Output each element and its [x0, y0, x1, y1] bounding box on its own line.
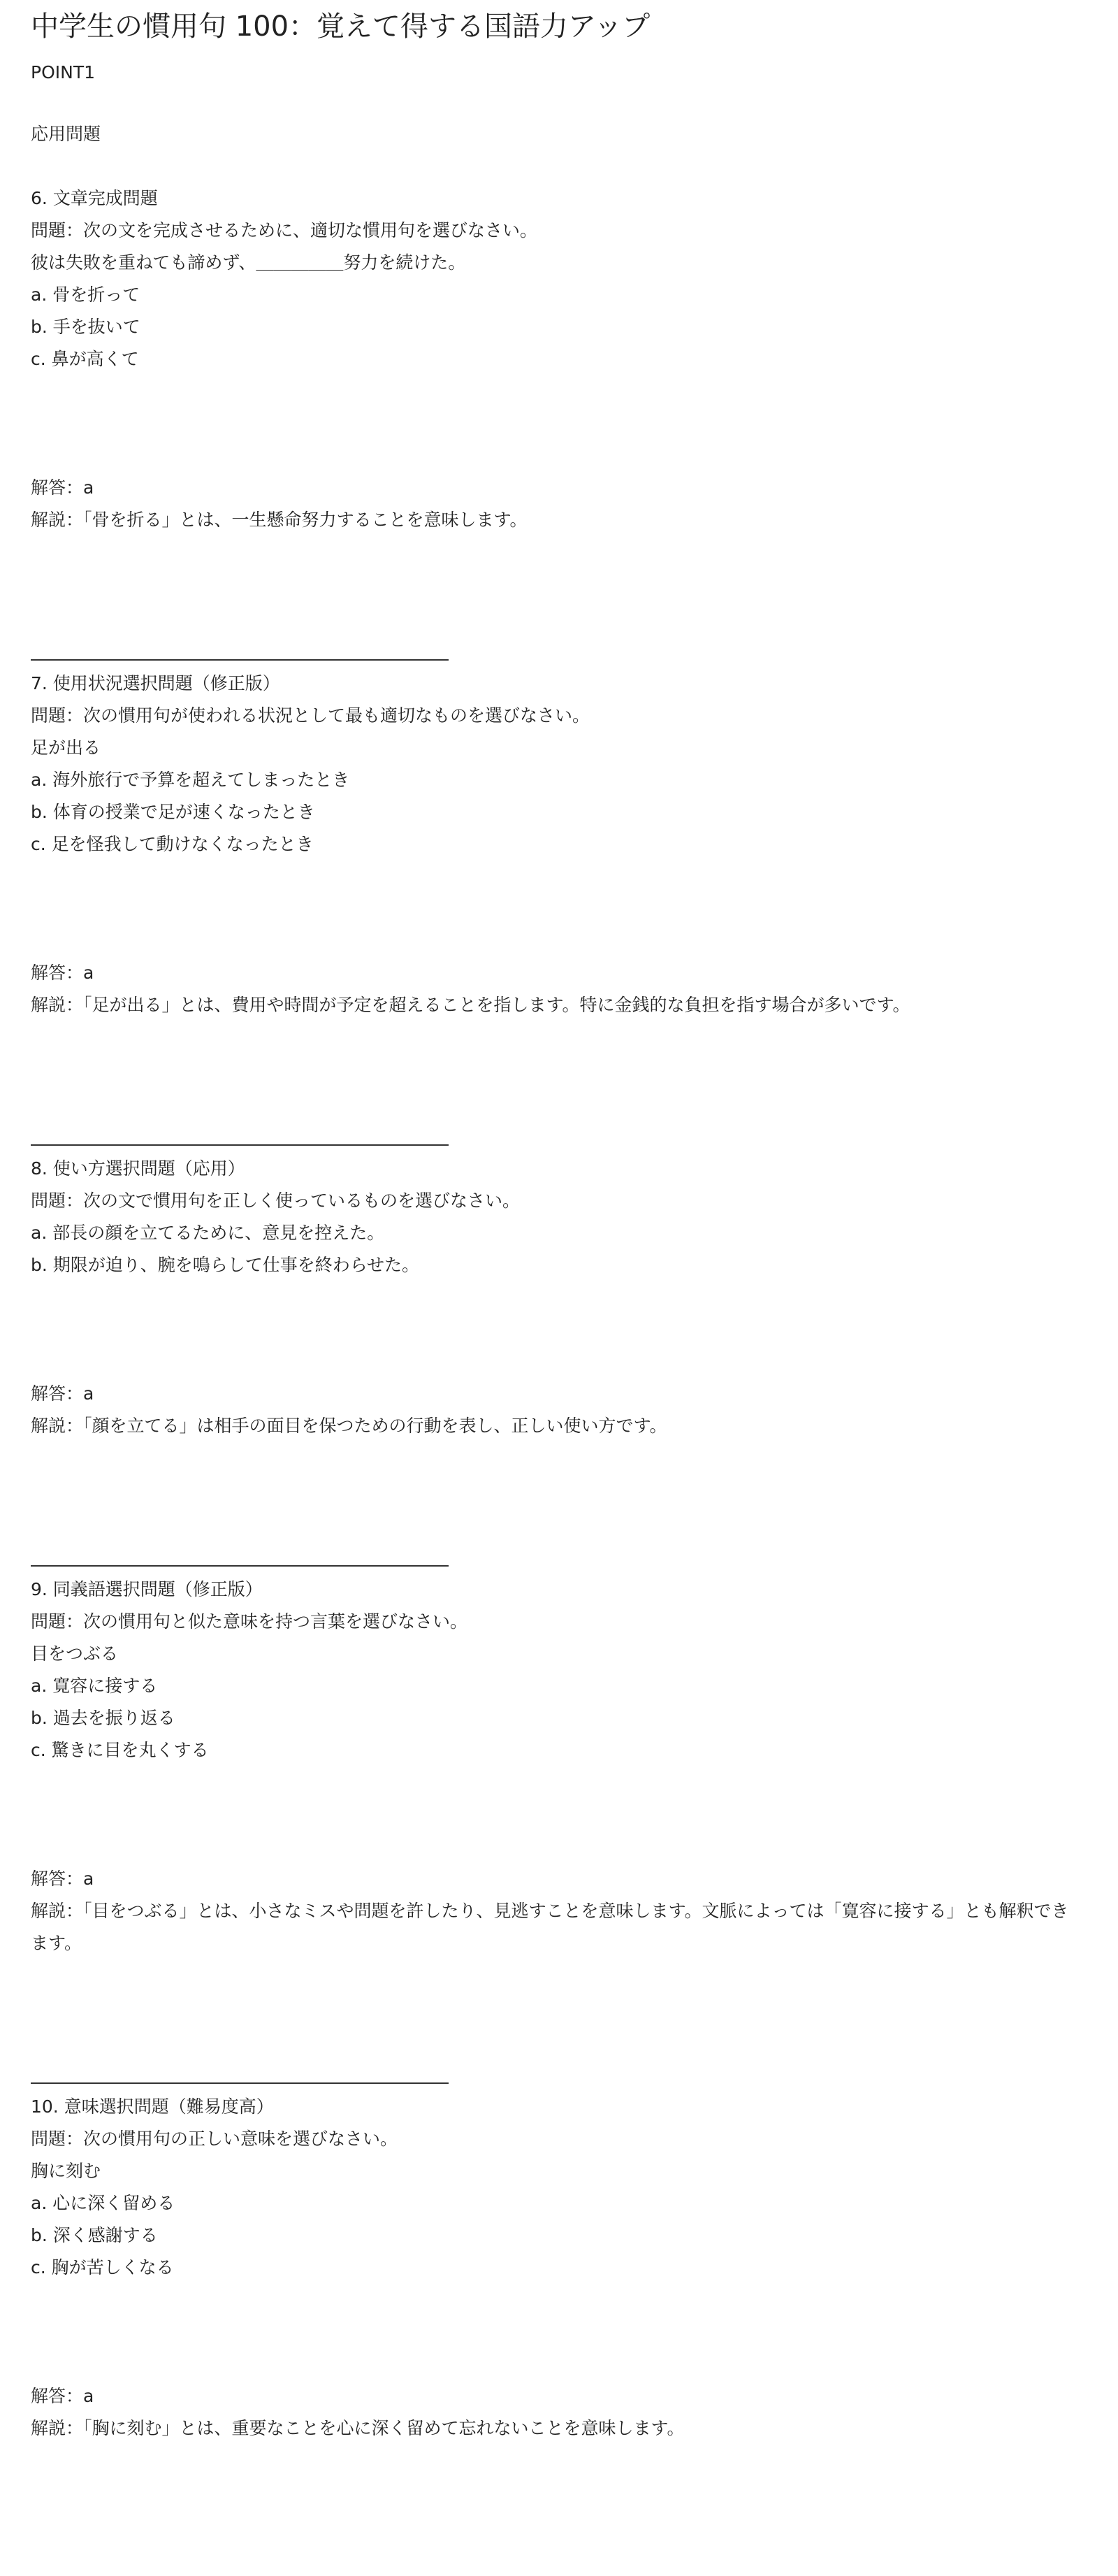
answer-explanation: 解説：「目をつぶる」とは、小さなミスや問題を許したり、見逃すことを意味します。文脈によっては「寛容に接する」とも解釈できます。 — [31, 1901, 1069, 1953]
answer-key: 解答：a — [31, 1383, 94, 1404]
answer-option: b. 手を抜いて — [31, 317, 140, 337]
answer-option: a. 海外旅行で予算を超えてしまったとき — [31, 770, 350, 790]
answer-option: a. 部長の顔を立てるために、意見を控えた。 — [31, 1223, 385, 1243]
question-prompt: 問題：次の慣用句の正しい意味を選びなさい。 — [31, 2129, 398, 2149]
answer-option: a. 骨を折って — [31, 285, 140, 305]
question-heading: 6. 文章完成問題 — [31, 188, 158, 208]
section-title: 応用問題 — [31, 124, 101, 144]
question-stem: 足が出る — [31, 737, 101, 758]
answer-option: b. 体育の授業で足が速くなったとき — [31, 802, 315, 822]
question-heading: 10. 意味選択問題（難易度高） — [31, 2096, 274, 2117]
question-stem: 目をつぶる — [31, 1643, 119, 1664]
answer-key: 解答：a — [31, 963, 94, 983]
answer-explanation: 解説：「足が出る」とは、費用や時間が予定を超えることを指します。特に金銭的な負担を指す場合が多いです。 — [31, 995, 910, 1015]
question-heading: 9. 同義語選択問題（修正版） — [31, 1579, 263, 1599]
section-divider — [31, 1565, 449, 1567]
answer-option: b. 過去を振り返る — [31, 1708, 175, 1728]
question-stem: 胸に刻む — [31, 2161, 101, 2181]
answer-option: c. 胸が苦しくなる — [31, 2257, 174, 2278]
section-divider — [31, 1144, 449, 1146]
section-divider — [31, 659, 449, 661]
answer-option: c. 驚きに目を丸くする — [31, 1740, 209, 1760]
answer-option: c. 足を怪我して動けなくなったとき — [31, 834, 314, 854]
page-title: 中学生の慣用句 100：覚えて得する国語力アップ — [31, 10, 651, 43]
question-heading: 8. 使い方選択問題（応用） — [31, 1158, 245, 1179]
answer-explanation: 解説：「骨を折る」とは、一生懸命努力することを意味します。 — [31, 510, 528, 530]
question-prompt: 問題：次の文で慣用句を正しく使っているものを選びなさい。 — [31, 1190, 521, 1211]
question-prompt: 問題：次の慣用句が使われる状況として最も適切なものを選びなさい。 — [31, 705, 590, 726]
answer-key: 解答：a — [31, 477, 94, 498]
question-heading: 7. 使用状況選択問題（修正版） — [31, 673, 280, 693]
answer-option: b. 深く感謝する — [31, 2225, 158, 2245]
answer-explanation: 解説：「胸に刻む」とは、重要なことを心に深く留めて忘れないことを意味します。 — [31, 2418, 685, 2438]
answer-option: b. 期限が迫り、腕を鳴らして仕事を終わらせた。 — [31, 1255, 420, 1275]
answer-option: c. 鼻が高くて — [31, 349, 139, 369]
answer-key: 解答：a — [31, 2386, 94, 2406]
question-prompt: 問題：次の文を完成させるために、適切な慣用句を選びなさい。 — [31, 220, 538, 240]
point-label: POINT1 — [31, 62, 96, 82]
section-divider — [31, 2082, 449, 2084]
answer-option: a. 心に深く留める — [31, 2193, 175, 2213]
question-prompt: 問題：次の慣用句と似た意味を持つ言葉を選びなさい。 — [31, 1611, 468, 1632]
answer-option: a. 寛容に接する — [31, 1676, 158, 1696]
answer-explanation: 解説：「顔を立てる」は相手の面目を保つための行動を表し、正しい使い方です。 — [31, 1416, 667, 1436]
answer-key: 解答：a — [31, 1869, 94, 1889]
question-stem: 彼は失敗を重ねても諦めず、＿＿＿＿＿努力を続けた。 — [31, 252, 466, 273]
